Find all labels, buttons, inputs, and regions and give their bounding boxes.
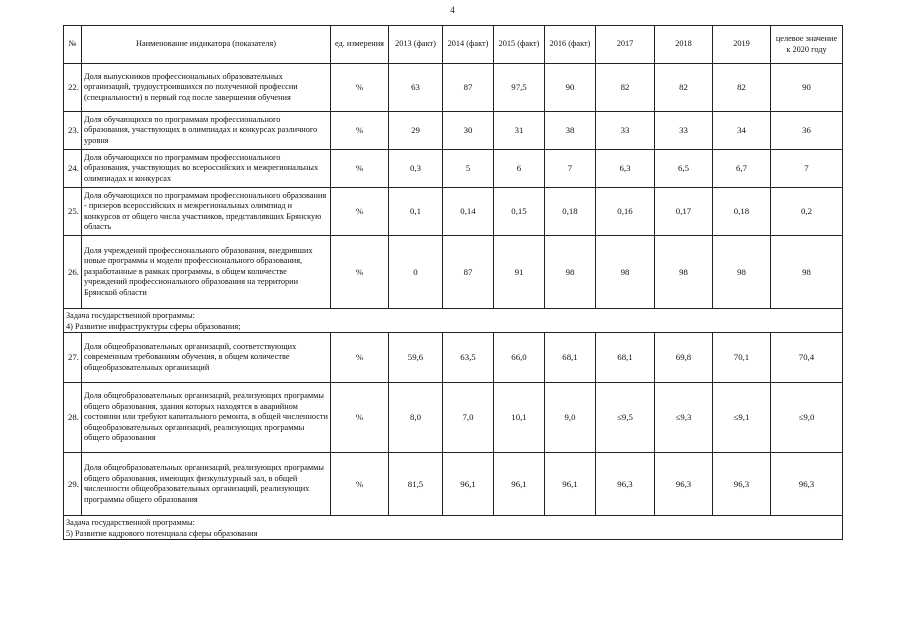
- table-row: [64, 333, 843, 383]
- unit-cell: %: [331, 150, 389, 188]
- table-row: [64, 112, 843, 150]
- value-2016: 7: [545, 150, 596, 188]
- value-2013: 59,6: [389, 333, 443, 383]
- value-2015: 10,1: [494, 383, 545, 453]
- indicator-name: Доля обучающихся по программам профессионального образования, участвующих во всероссийских и межрегиональных олимпиадах и конкурсах: [82, 150, 331, 188]
- unit-cell: %: [331, 333, 389, 383]
- value-2019: 6,7: [713, 150, 771, 188]
- value-target: 96,3: [771, 453, 843, 516]
- value-2016: 0,18: [545, 188, 596, 236]
- table-row: [64, 64, 843, 112]
- value-2019: 96,3: [713, 453, 771, 516]
- col-header-num: №: [64, 26, 82, 64]
- col-header-name: Наименование индикатора (показателя): [82, 26, 331, 64]
- unit-cell: %: [331, 64, 389, 112]
- col-header-2019: 2019: [713, 26, 771, 64]
- col-header-2017: 2017: [596, 26, 655, 64]
- value-2015: 96,1: [494, 453, 545, 516]
- value-target: 7: [771, 150, 843, 188]
- value-2018: ≤9,3: [655, 383, 713, 453]
- value-2017: ≤9,5: [596, 383, 655, 453]
- value-2018: 69,8: [655, 333, 713, 383]
- row-number: 29.: [64, 453, 82, 516]
- indicator-name: Доля обучающихся по программам профессионального образования, участвующих в олимпиадах и конкурсах различного уровня: [82, 112, 331, 150]
- indicator-name: Доля учреждений профессионального образования, внедривших новые программы и модели профессионального образования, разработанные в рамках программы, в общем количестве учреждений профессионального образования на территории Брянской области: [82, 236, 331, 309]
- col-header-2013: 2013 (факт): [389, 26, 443, 64]
- value-2019: 34: [713, 112, 771, 150]
- row-number: 22.: [64, 64, 82, 112]
- unit-cell: %: [331, 453, 389, 516]
- task-row: [64, 516, 843, 540]
- value-target: 98: [771, 236, 843, 309]
- unit-cell: %: [331, 188, 389, 236]
- value-target: 70,4: [771, 333, 843, 383]
- task-cell: [64, 309, 843, 333]
- row-number: 28.: [64, 383, 82, 453]
- unit-cell: %: [331, 112, 389, 150]
- indicator-name: Доля общеобразовательных организаций, соответствующих современным требованиям обучения, в общем количестве общеобразовательных организаций: [82, 333, 331, 383]
- value-2015: 66,0: [494, 333, 545, 383]
- unit-cell: %: [331, 383, 389, 453]
- value-2018: 96,3: [655, 453, 713, 516]
- value-2013: 29: [389, 112, 443, 150]
- value-target: 90: [771, 64, 843, 112]
- col-header-target: целевое значение к 2020 году: [771, 26, 843, 64]
- table-header-row: [64, 26, 843, 64]
- task-cell: [64, 516, 843, 540]
- table-row: [64, 150, 843, 188]
- value-2016: 90: [545, 64, 596, 112]
- row-number: 23.: [64, 112, 82, 150]
- value-target: ≤9,0: [771, 383, 843, 453]
- task-title: Задача государственной программы:: [66, 310, 195, 320]
- value-2014: 7,0: [443, 383, 494, 453]
- value-2016: 38: [545, 112, 596, 150]
- value-2018: 0,17: [655, 188, 713, 236]
- value-2013: 0,3: [389, 150, 443, 188]
- table-row: [64, 236, 843, 309]
- value-2014: 87: [443, 236, 494, 309]
- value-2014: 63,5: [443, 333, 494, 383]
- value-2013: 8,0: [389, 383, 443, 453]
- value-2017: 68,1: [596, 333, 655, 383]
- task-description: 4) Развитие инфраструктуры сферы образования;: [66, 321, 241, 331]
- value-2013: 0: [389, 236, 443, 309]
- row-number: 27.: [64, 333, 82, 383]
- task-title: Задача государственной программы:: [66, 517, 195, 527]
- value-2016: 68,1: [545, 333, 596, 383]
- row-number: 24.: [64, 150, 82, 188]
- value-target: 0,2: [771, 188, 843, 236]
- value-2018: 82: [655, 64, 713, 112]
- value-target: 36: [771, 112, 843, 150]
- value-2013: 81,5: [389, 453, 443, 516]
- table-row: [64, 453, 843, 516]
- value-2014: 96,1: [443, 453, 494, 516]
- value-2016: 96,1: [545, 453, 596, 516]
- row-number: 26.: [64, 236, 82, 309]
- value-2013: 63: [389, 64, 443, 112]
- indicator-name: Доля общеобразовательных организаций, реализующих программы общего образования, имеющих физкультурный зал, в общей численности общеобразовательных организаций, реализующих программы общего образования: [82, 453, 331, 516]
- value-2013: 0,1: [389, 188, 443, 236]
- value-2014: 30: [443, 112, 494, 150]
- value-2015: 6: [494, 150, 545, 188]
- col-header-2018: 2018: [655, 26, 713, 64]
- value-2019: 82: [713, 64, 771, 112]
- page-number: 4: [450, 5, 455, 15]
- col-header-2015: 2015 (факт): [494, 26, 545, 64]
- value-2015: 0,15: [494, 188, 545, 236]
- value-2018: 33: [655, 112, 713, 150]
- value-2017: 6,3: [596, 150, 655, 188]
- row-number: 25.: [64, 188, 82, 236]
- value-2019: 0,18: [713, 188, 771, 236]
- value-2017: 98: [596, 236, 655, 309]
- value-2014: 87: [443, 64, 494, 112]
- value-2015: 97,5: [494, 64, 545, 112]
- value-2017: 0,16: [596, 188, 655, 236]
- table-row: [64, 383, 843, 453]
- indicators-table: [63, 25, 843, 540]
- value-2018: 98: [655, 236, 713, 309]
- task-row: [64, 309, 843, 333]
- value-2019: 70,1: [713, 333, 771, 383]
- value-2019: ≤9,1: [713, 383, 771, 453]
- indicator-name: Доля общеобразовательных организаций, реализующих программы общего образования, здания которых находятся в аварийном состоянии или требуют капитального ремонта, в общей численности общеобразовательных организаций, реализующих программы общего образования: [82, 383, 331, 453]
- value-2017: 82: [596, 64, 655, 112]
- value-2017: 33: [596, 112, 655, 150]
- value-2014: 5: [443, 150, 494, 188]
- value-2016: 9,0: [545, 383, 596, 453]
- col-header-2016: 2016 (факт): [545, 26, 596, 64]
- value-2015: 91: [494, 236, 545, 309]
- col-header-2014: 2014 (факт): [443, 26, 494, 64]
- value-2016: 98: [545, 236, 596, 309]
- task-description: 5) Развитие кадрового потенциала сферы образования: [66, 528, 258, 538]
- value-2015: 31: [494, 112, 545, 150]
- table-row: [64, 188, 843, 236]
- value-2017: 96,3: [596, 453, 655, 516]
- indicator-name: Доля выпускников профессиональных образовательных организаций, трудоустроившихся по полученной профессии (специальности) в первый год после завершения обучения: [82, 64, 331, 112]
- col-header-unit: ед. измерения: [331, 26, 389, 64]
- value-2014: 0,14: [443, 188, 494, 236]
- value-2019: 98: [713, 236, 771, 309]
- unit-cell: %: [331, 236, 389, 309]
- value-2018: 6,5: [655, 150, 713, 188]
- indicator-name: Доля обучающихся по программам профессионального образования - призеров всероссийских и межрегиональных олимпиад и конкурсов от общего числа участников, представлявших Брянскую область: [82, 188, 331, 236]
